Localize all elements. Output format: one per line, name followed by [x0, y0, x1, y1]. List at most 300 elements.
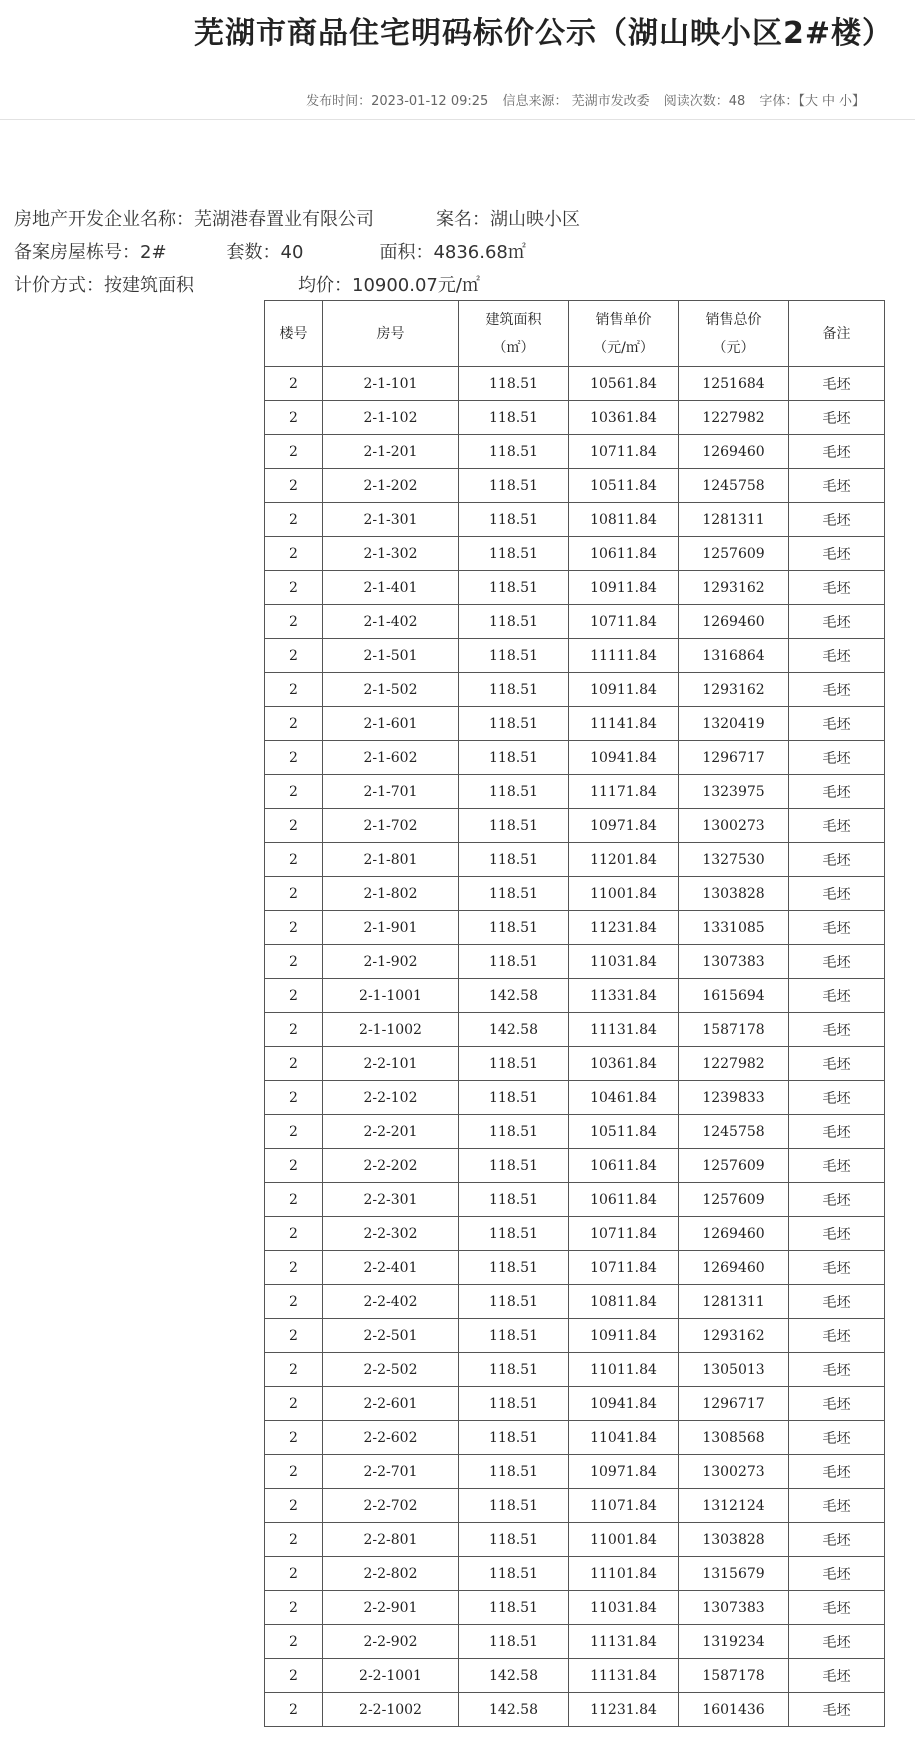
table-row: [265, 571, 885, 605]
cell-unit-price: 11001.84: [569, 877, 679, 911]
cell-total-price: 1296717: [679, 741, 789, 775]
cell-room: 2-2-901: [323, 1591, 459, 1625]
cell-area: 118.51: [459, 1217, 569, 1251]
price-table-body: [265, 367, 885, 1727]
cell-unit-price: 11101.84: [569, 1557, 679, 1591]
cell-building: 2: [265, 1285, 323, 1319]
cell-area: 118.51: [459, 741, 569, 775]
cell-building: 2: [265, 1455, 323, 1489]
average-price: 均价：10900.07元/㎡: [298, 275, 480, 296]
cell-building: 2: [265, 911, 323, 945]
cell-building: 2: [265, 605, 323, 639]
cell-room: 2-2-1001: [323, 1659, 459, 1693]
table-row: [265, 843, 885, 877]
cell-area: 118.51: [459, 1523, 569, 1557]
cell-note: 毛坯: [789, 911, 885, 945]
unit-price-header-unit: （元/㎡）: [593, 339, 654, 356]
cell-note: 毛坯: [789, 537, 885, 571]
cell-room: 2-2-302: [323, 1217, 459, 1251]
cell-building: 2: [265, 809, 323, 843]
cell-room: 2-1-501: [323, 639, 459, 673]
cell-area: 118.51: [459, 1149, 569, 1183]
cell-building: 2: [265, 435, 323, 469]
cell-area: 142.58: [459, 1693, 569, 1727]
cell-building: 2: [265, 469, 323, 503]
cell-area: 142.58: [459, 1013, 569, 1047]
cell-room: 2-1-402: [323, 605, 459, 639]
cell-area: 118.51: [459, 1115, 569, 1149]
cell-note: 毛坯: [789, 979, 885, 1013]
table-row: [265, 503, 885, 537]
cell-total-price: 1307383: [679, 945, 789, 979]
cell-total-price: 1323975: [679, 775, 789, 809]
cell-room: 2-2-501: [323, 1319, 459, 1353]
article-meta: [296, 90, 865, 109]
cell-unit-price: 11331.84: [569, 979, 679, 1013]
cell-unit-price: 10361.84: [569, 1047, 679, 1081]
table-row: [265, 1489, 885, 1523]
cell-building: 2: [265, 571, 323, 605]
cell-building: 2: [265, 877, 323, 911]
font-size-large-link[interactable]: 大: [804, 94, 818, 109]
cell-area: 118.51: [459, 1421, 569, 1455]
cell-unit-price: 11171.84: [569, 775, 679, 809]
cell-area: 118.51: [459, 809, 569, 843]
table-row: [265, 1591, 885, 1625]
table-row: [265, 1013, 885, 1047]
cell-note: 毛坯: [789, 1387, 885, 1421]
cell-note: 毛坯: [789, 1489, 885, 1523]
cell-total-price: 1257609: [679, 1183, 789, 1217]
unit-count: 套数：40: [226, 242, 304, 263]
table-header-row: [265, 301, 885, 367]
cell-building: 2: [265, 503, 323, 537]
cell-unit-price: 11131.84: [569, 1625, 679, 1659]
cell-area: 118.51: [459, 673, 569, 707]
table-row: [265, 1081, 885, 1115]
table-row: [265, 1693, 885, 1727]
cell-note: 毛坯: [789, 1115, 885, 1149]
cell-unit-price: 10711.84: [569, 605, 679, 639]
cell-area: 118.51: [459, 571, 569, 605]
table-row: [265, 1251, 885, 1285]
header-divider: [0, 119, 915, 120]
cell-note: 毛坯: [789, 1217, 885, 1251]
total-area: 面积：4836.68㎡: [379, 242, 526, 263]
cell-note: 毛坯: [789, 1455, 885, 1489]
table-row: [265, 605, 885, 639]
table-row: [265, 979, 885, 1013]
cell-note: 毛坯: [789, 673, 885, 707]
cell-building: 2: [265, 367, 323, 401]
cell-room: 2-1-1002: [323, 1013, 459, 1047]
cell-unit-price: 11031.84: [569, 945, 679, 979]
cell-area: 118.51: [459, 1557, 569, 1591]
cell-building: 2: [265, 1251, 323, 1285]
cell-unit-price: 10611.84: [569, 537, 679, 571]
cell-total-price: 1293162: [679, 673, 789, 707]
cell-note: 毛坯: [789, 843, 885, 877]
cell-area: 118.51: [459, 877, 569, 911]
cell-total-price: 1269460: [679, 435, 789, 469]
cell-building: 2: [265, 1149, 323, 1183]
font-size-medium-link[interactable]: 中: [821, 94, 835, 109]
cell-building: 2: [265, 741, 323, 775]
table-row: [265, 945, 885, 979]
col-header-area: [459, 301, 569, 367]
cell-unit-price: 11201.84: [569, 843, 679, 877]
cell-total-price: 1320419: [679, 707, 789, 741]
cell-note: 毛坯: [789, 1149, 885, 1183]
building-number: 备案房屋栋号：2#: [14, 242, 167, 263]
cell-unit-price: 10711.84: [569, 1251, 679, 1285]
cell-area: 118.51: [459, 1047, 569, 1081]
info-line-1: [14, 205, 580, 231]
table-row: [265, 1455, 885, 1489]
cell-total-price: 1327530: [679, 843, 789, 877]
cell-unit-price: 10941.84: [569, 1387, 679, 1421]
cell-building: 2: [265, 401, 323, 435]
cell-total-price: 1269460: [679, 1217, 789, 1251]
cell-total-price: 1303828: [679, 877, 789, 911]
cell-building: 2: [265, 979, 323, 1013]
cell-total-price: 1331085: [679, 911, 789, 945]
table-row: [265, 911, 885, 945]
cell-unit-price: 10971.84: [569, 809, 679, 843]
cell-room: 2-1-902: [323, 945, 459, 979]
cell-area: 118.51: [459, 367, 569, 401]
table-row: [265, 1387, 885, 1421]
cell-area: 118.51: [459, 1285, 569, 1319]
unit-price-header-label: 销售单价: [595, 311, 652, 328]
cell-note: 毛坯: [789, 1659, 885, 1693]
cell-building: 2: [265, 1421, 323, 1455]
cell-area: 118.51: [459, 401, 569, 435]
cell-room: 2-2-801: [323, 1523, 459, 1557]
cell-note: 毛坯: [789, 1591, 885, 1625]
developer-name: 房地产开发企业名称：芜湖港春置业有限公司: [14, 209, 374, 230]
cell-area: 118.51: [459, 1591, 569, 1625]
table-row: [265, 1217, 885, 1251]
cell-room: 2-2-601: [323, 1387, 459, 1421]
cell-note: 毛坯: [789, 503, 885, 537]
pricing-method: 计价方式：按建筑面积: [14, 275, 194, 296]
cell-unit-price: 11231.84: [569, 1693, 679, 1727]
cell-note: 毛坯: [789, 1353, 885, 1387]
table-row: [265, 741, 885, 775]
cell-total-price: 1615694: [679, 979, 789, 1013]
cell-room: 2-1-201: [323, 435, 459, 469]
table-row: [265, 639, 885, 673]
cell-room: 2-2-301: [323, 1183, 459, 1217]
cell-room: 2-1-702: [323, 809, 459, 843]
cell-room: 2-2-101: [323, 1047, 459, 1081]
cell-area: 118.51: [459, 1183, 569, 1217]
cell-note: 毛坯: [789, 1013, 885, 1047]
cell-total-price: 1281311: [679, 1285, 789, 1319]
cell-note: 毛坯: [789, 1557, 885, 1591]
info-line-3: [14, 271, 480, 297]
cell-total-price: 1601436: [679, 1693, 789, 1727]
cell-total-price: 1296717: [679, 1387, 789, 1421]
cell-note: 毛坯: [789, 571, 885, 605]
cell-area: 118.51: [459, 1353, 569, 1387]
cell-total-price: 1227982: [679, 401, 789, 435]
font-bracket-close: 】: [851, 94, 865, 109]
cell-unit-price: 10811.84: [569, 503, 679, 537]
cell-note: 毛坯: [789, 367, 885, 401]
cell-room: 2-1-102: [323, 401, 459, 435]
cell-unit-price: 10611.84: [569, 1149, 679, 1183]
font-size-small-link[interactable]: 小: [838, 94, 852, 109]
cell-room: 2-1-101: [323, 367, 459, 401]
cell-note: 毛坯: [789, 401, 885, 435]
table-row: [265, 1421, 885, 1455]
cell-unit-price: 11011.84: [569, 1353, 679, 1387]
table-row: [265, 1183, 885, 1217]
cell-note: 毛坯: [789, 741, 885, 775]
cell-room: 2-1-701: [323, 775, 459, 809]
cell-note: 毛坯: [789, 1081, 885, 1115]
cell-building: 2: [265, 1625, 323, 1659]
cell-building: 2: [265, 1047, 323, 1081]
cell-unit-price: 10511.84: [569, 469, 679, 503]
cell-room: 2-1-401: [323, 571, 459, 605]
table-row: [265, 1625, 885, 1659]
table-row: [265, 469, 885, 503]
cell-note: 毛坯: [789, 1319, 885, 1353]
cell-total-price: 1257609: [679, 537, 789, 571]
cell-unit-price: 10941.84: [569, 741, 679, 775]
price-table: [264, 300, 885, 1727]
cell-note: 毛坯: [789, 1183, 885, 1217]
cell-unit-price: 11001.84: [569, 1523, 679, 1557]
cell-total-price: 1239833: [679, 1081, 789, 1115]
table-row: [265, 1285, 885, 1319]
cell-note: 毛坯: [789, 1625, 885, 1659]
table-row: [265, 367, 885, 401]
cell-note: 毛坯: [789, 1251, 885, 1285]
cell-unit-price: 11141.84: [569, 707, 679, 741]
table-row: [265, 877, 885, 911]
cell-room: 2-2-802: [323, 1557, 459, 1591]
cell-building: 2: [265, 1387, 323, 1421]
cell-note: 毛坯: [789, 605, 885, 639]
project-name: 案名：湖山映小区: [436, 209, 580, 230]
cell-area: 142.58: [459, 979, 569, 1013]
cell-total-price: 1251684: [679, 367, 789, 401]
page-title: 芜湖市商品住宅明码标价公示（湖山映小区2#楼）: [193, 16, 893, 51]
font-size-label: 字体：: [759, 94, 799, 109]
total-price-header-unit: （元）: [712, 339, 755, 356]
table-row: [265, 401, 885, 435]
area-header-unit: （㎡）: [492, 339, 535, 356]
cell-unit-price: 11131.84: [569, 1013, 679, 1047]
table-row: [265, 673, 885, 707]
cell-total-price: 1293162: [679, 1319, 789, 1353]
cell-note: 毛坯: [789, 435, 885, 469]
cell-note: 毛坯: [789, 1047, 885, 1081]
cell-unit-price: 10811.84: [569, 1285, 679, 1319]
cell-total-price: 1300273: [679, 809, 789, 843]
cell-note: 毛坯: [789, 945, 885, 979]
cell-total-price: 1587178: [679, 1659, 789, 1693]
cell-total-price: 1300273: [679, 1455, 789, 1489]
cell-area: 118.51: [459, 945, 569, 979]
cell-building: 2: [265, 843, 323, 877]
cell-total-price: 1587178: [679, 1013, 789, 1047]
cell-room: 2-1-601: [323, 707, 459, 741]
cell-room: 2-1-602: [323, 741, 459, 775]
cell-total-price: 1227982: [679, 1047, 789, 1081]
cell-note: 毛坯: [789, 469, 885, 503]
cell-room: 2-2-401: [323, 1251, 459, 1285]
cell-unit-price: 10711.84: [569, 435, 679, 469]
cell-unit-price: 10461.84: [569, 1081, 679, 1115]
cell-total-price: 1315679: [679, 1557, 789, 1591]
cell-building: 2: [265, 1557, 323, 1591]
cell-room: 2-2-602: [323, 1421, 459, 1455]
cell-note: 毛坯: [789, 639, 885, 673]
table-row: [265, 1149, 885, 1183]
cell-building: 2: [265, 1081, 323, 1115]
cell-unit-price: 10911.84: [569, 1319, 679, 1353]
cell-area: 118.51: [459, 1625, 569, 1659]
publish-time: 发布时间：2023-01-12 09:25: [306, 94, 489, 109]
cell-unit-price: 10611.84: [569, 1183, 679, 1217]
cell-area: 118.51: [459, 707, 569, 741]
cell-building: 2: [265, 1013, 323, 1047]
cell-unit-price: 10561.84: [569, 367, 679, 401]
cell-area: 118.51: [459, 1319, 569, 1353]
cell-area: 118.51: [459, 1455, 569, 1489]
col-header-unit-price: [569, 301, 679, 367]
table-row: [265, 1115, 885, 1149]
cell-building: 2: [265, 537, 323, 571]
cell-area: 118.51: [459, 1489, 569, 1523]
cell-total-price: 1245758: [679, 469, 789, 503]
cell-area: 118.51: [459, 537, 569, 571]
table-row: [265, 1319, 885, 1353]
cell-building: 2: [265, 775, 323, 809]
cell-total-price: 1257609: [679, 1149, 789, 1183]
col-header-room: 房号: [323, 301, 459, 367]
cell-note: 毛坯: [789, 1421, 885, 1455]
table-row: [265, 1523, 885, 1557]
table-row: [265, 809, 885, 843]
cell-building: 2: [265, 1319, 323, 1353]
cell-room: 2-2-1002: [323, 1693, 459, 1727]
cell-total-price: 1281311: [679, 503, 789, 537]
table-row: [265, 707, 885, 741]
cell-total-price: 1307383: [679, 1591, 789, 1625]
info-source: 信息来源： 芜湖市发改委: [502, 94, 650, 109]
cell-area: 142.58: [459, 1659, 569, 1693]
table-row: [265, 435, 885, 469]
cell-area: 118.51: [459, 775, 569, 809]
cell-room: 2-2-402: [323, 1285, 459, 1319]
cell-room: 2-1-301: [323, 503, 459, 537]
cell-room: 2-2-902: [323, 1625, 459, 1659]
cell-unit-price: 10911.84: [569, 571, 679, 605]
cell-total-price: 1305013: [679, 1353, 789, 1387]
cell-building: 2: [265, 945, 323, 979]
table-row: [265, 1659, 885, 1693]
cell-building: 2: [265, 1217, 323, 1251]
cell-room: 2-1-901: [323, 911, 459, 945]
cell-total-price: 1308568: [679, 1421, 789, 1455]
cell-unit-price: 11231.84: [569, 911, 679, 945]
cell-room: 2-2-102: [323, 1081, 459, 1115]
cell-building: 2: [265, 1591, 323, 1625]
cell-unit-price: 10911.84: [569, 673, 679, 707]
cell-unit-price: 10361.84: [569, 401, 679, 435]
cell-total-price: 1245758: [679, 1115, 789, 1149]
cell-room: 2-1-302: [323, 537, 459, 571]
cell-note: 毛坯: [789, 877, 885, 911]
col-header-note: 备注: [789, 301, 885, 367]
info-line-2: [14, 238, 526, 264]
cell-note: 毛坯: [789, 809, 885, 843]
cell-area: 118.51: [459, 605, 569, 639]
cell-total-price: 1316864: [679, 639, 789, 673]
cell-unit-price: 11131.84: [569, 1659, 679, 1693]
table-row: [265, 1353, 885, 1387]
cell-unit-price: 10511.84: [569, 1115, 679, 1149]
cell-building: 2: [265, 1489, 323, 1523]
cell-room: 2-1-1001: [323, 979, 459, 1013]
cell-area: 118.51: [459, 1081, 569, 1115]
cell-area: 118.51: [459, 503, 569, 537]
cell-building: 2: [265, 1115, 323, 1149]
cell-note: 毛坯: [789, 1523, 885, 1557]
cell-area: 118.51: [459, 469, 569, 503]
cell-room: 2-1-202: [323, 469, 459, 503]
cell-building: 2: [265, 1353, 323, 1387]
col-header-building: 楼号: [265, 301, 323, 367]
total-price-header-label: 销售总价: [705, 311, 762, 328]
cell-room: 2-1-801: [323, 843, 459, 877]
cell-room: 2-2-701: [323, 1455, 459, 1489]
cell-building: 2: [265, 1693, 323, 1727]
cell-area: 118.51: [459, 843, 569, 877]
table-row: [265, 1557, 885, 1591]
table-row: [265, 775, 885, 809]
cell-note: 毛坯: [789, 1285, 885, 1319]
cell-building: 2: [265, 1523, 323, 1557]
cell-total-price: 1319234: [679, 1625, 789, 1659]
cell-room: 2-2-202: [323, 1149, 459, 1183]
cell-room: 2-2-201: [323, 1115, 459, 1149]
cell-total-price: 1293162: [679, 571, 789, 605]
cell-note: 毛坯: [789, 707, 885, 741]
cell-total-price: 1269460: [679, 1251, 789, 1285]
cell-total-price: 1312124: [679, 1489, 789, 1523]
cell-total-price: 1303828: [679, 1523, 789, 1557]
view-count: 阅读次数：48: [663, 94, 746, 109]
cell-unit-price: 11111.84: [569, 639, 679, 673]
cell-area: 118.51: [459, 911, 569, 945]
cell-room: 2-1-802: [323, 877, 459, 911]
cell-building: 2: [265, 707, 323, 741]
cell-room: 2-2-502: [323, 1353, 459, 1387]
cell-total-price: 1269460: [679, 605, 789, 639]
cell-unit-price: 10711.84: [569, 1217, 679, 1251]
cell-area: 118.51: [459, 639, 569, 673]
cell-unit-price: 11041.84: [569, 1421, 679, 1455]
cell-unit-price: 10971.84: [569, 1455, 679, 1489]
cell-unit-price: 11031.84: [569, 1591, 679, 1625]
